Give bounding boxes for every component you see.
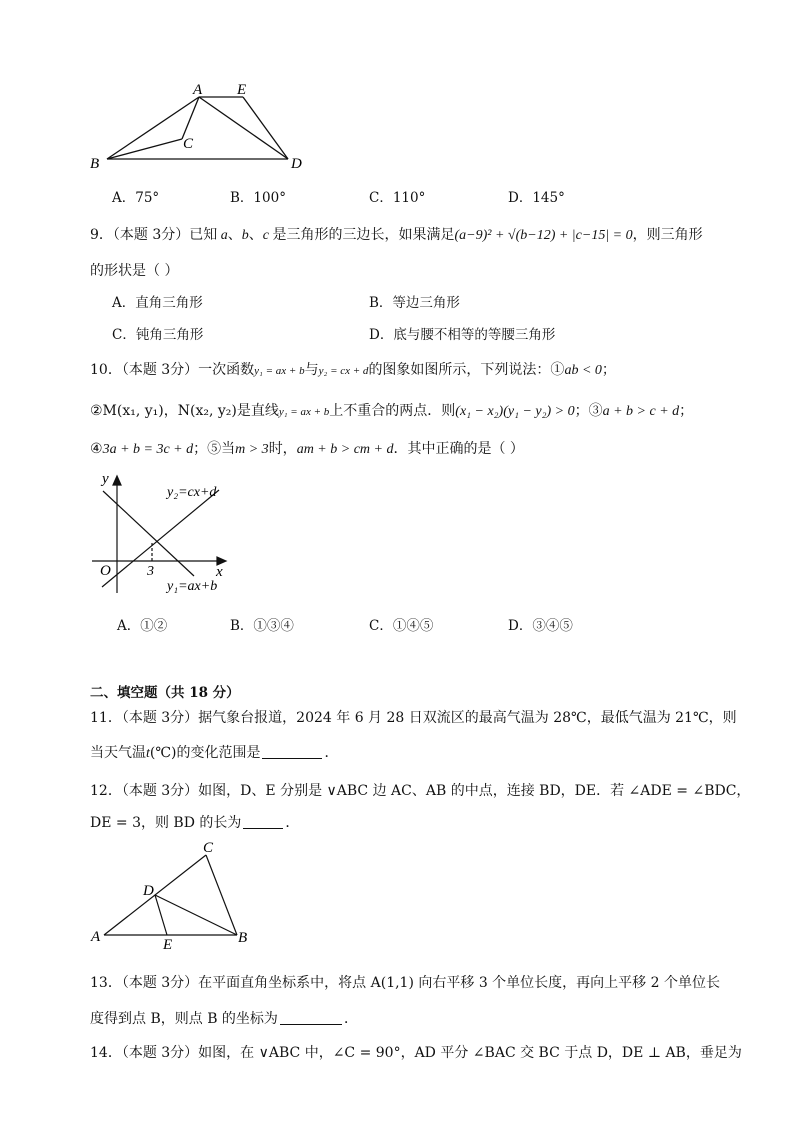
q11-line-1: 11．（本题 3分）据气象台报道，2024 年 6 月 28 日双流区的最高气温为 28℃，最低气温为 21℃，则 <box>90 710 737 726</box>
q13-answer-blank[interactable] <box>280 1010 342 1025</box>
q10-graph <box>88 468 238 598</box>
q10-option-b: B．①③④ <box>230 618 294 634</box>
fig8-label-d: D <box>291 156 302 172</box>
fig10-label-y2: y₂=cx+d <box>167 485 217 500</box>
q8-option-b: B．100° <box>230 190 286 206</box>
fig8-label-e: E <box>237 82 247 98</box>
q9-option-d: D．底与腰不相等的等腰三角形 <box>369 327 556 343</box>
q8-option-d: D．145° <box>508 190 565 206</box>
fig10-label-y1: y₁=ax+b <box>167 579 218 594</box>
q12-line-2: DE = 3，则 BD 的长为 ． <box>90 815 300 831</box>
fig8-label-a: A <box>193 82 203 98</box>
fig12-label-c: C <box>203 840 214 856</box>
fig10-y-axis: y <box>102 471 109 487</box>
q9-option-c: C．钝角三角形 <box>112 327 204 343</box>
q9-line-2: 的形状是（ ） <box>90 263 179 279</box>
fig12-label-a: A <box>91 929 101 945</box>
q10-option-d: D．③④⑤ <box>508 618 573 634</box>
fig10-origin: O <box>100 563 111 579</box>
q11-answer-blank[interactable] <box>262 744 322 759</box>
q10-line-3: ④3a + b = 3c + d；⑤当m > 3时，am + b > cm + d．其中正确的是（ ） <box>90 441 524 457</box>
q8-option-a: A．75° <box>112 190 160 206</box>
q12-answer-blank[interactable] <box>243 814 283 829</box>
section-2-heading: 二、填空题（共 18 分） <box>90 685 240 701</box>
q10-option-a: A．①② <box>117 618 168 634</box>
q8-figure <box>80 78 320 178</box>
fig12-label-e: E <box>163 937 173 953</box>
q10-line-1: 10．（本题 3分）一次函数y₁ = ax + b与y₂ = cx + d的图象如图所示，下列说法：①ab < 0； <box>90 362 616 378</box>
q9-line-1: 9．（本题 3分）已知 a、b、c 是三角形的三边长，如果满足(a−9)² + √(b−12) + |c−15| = 0，则三角形 <box>90 227 703 243</box>
q12-figure <box>85 838 265 953</box>
fig12-label-b: B <box>238 930 248 946</box>
q9-expression: (a−9)² + √(b−12) + |c−15| = 0 <box>454 228 633 243</box>
q9-option-b: B．等边三角形 <box>369 295 460 311</box>
q10-option-c: C．①④⑤ <box>369 618 434 634</box>
fig10-tick-3: 3 <box>147 564 154 579</box>
q12-line-1: 12．（本题 3分）如图，D、E 分别是 ∨ABC 边 AC、AB 的中点，连接 BD，DE．若 ∠ADE = ∠BDC， <box>90 783 751 799</box>
fig8-label-b: B <box>90 156 100 172</box>
q13-line-1: 13．（本题 3分）在平面直角坐标系中，将点 A(1,1) 向右平移 3 个单位长度，再向上平移 2 个单位长 <box>90 975 720 991</box>
q8-option-c: C．110° <box>369 190 426 206</box>
q14-line-1: 14．（本题 3分）如图，在 ∨ABC 中，∠C = 90°，AD 平分 ∠BAC 交 BC 于点 D，DE ⊥ AB，垂足为 <box>90 1045 742 1061</box>
q13-line-2: 度得到点 B，则点 B 的坐标为 ． <box>90 1011 358 1027</box>
q11-line-2: 当天气温t(℃)的变化范围是 ． <box>90 745 339 761</box>
fig10-x-axis: x <box>216 564 223 580</box>
q9-option-a: A．直角三角形 <box>112 295 203 311</box>
q10-line-2: ②M(x₁, y₁)，N(x₂, y₂)是直线y₁ = ax + b上不重合的两点．则(x₁ − x₂)(y₁ − y₂) > 0；③a + b > c + d； <box>90 403 694 419</box>
fig12-label-d: D <box>143 883 154 899</box>
fig8-label-c: C <box>183 136 194 152</box>
